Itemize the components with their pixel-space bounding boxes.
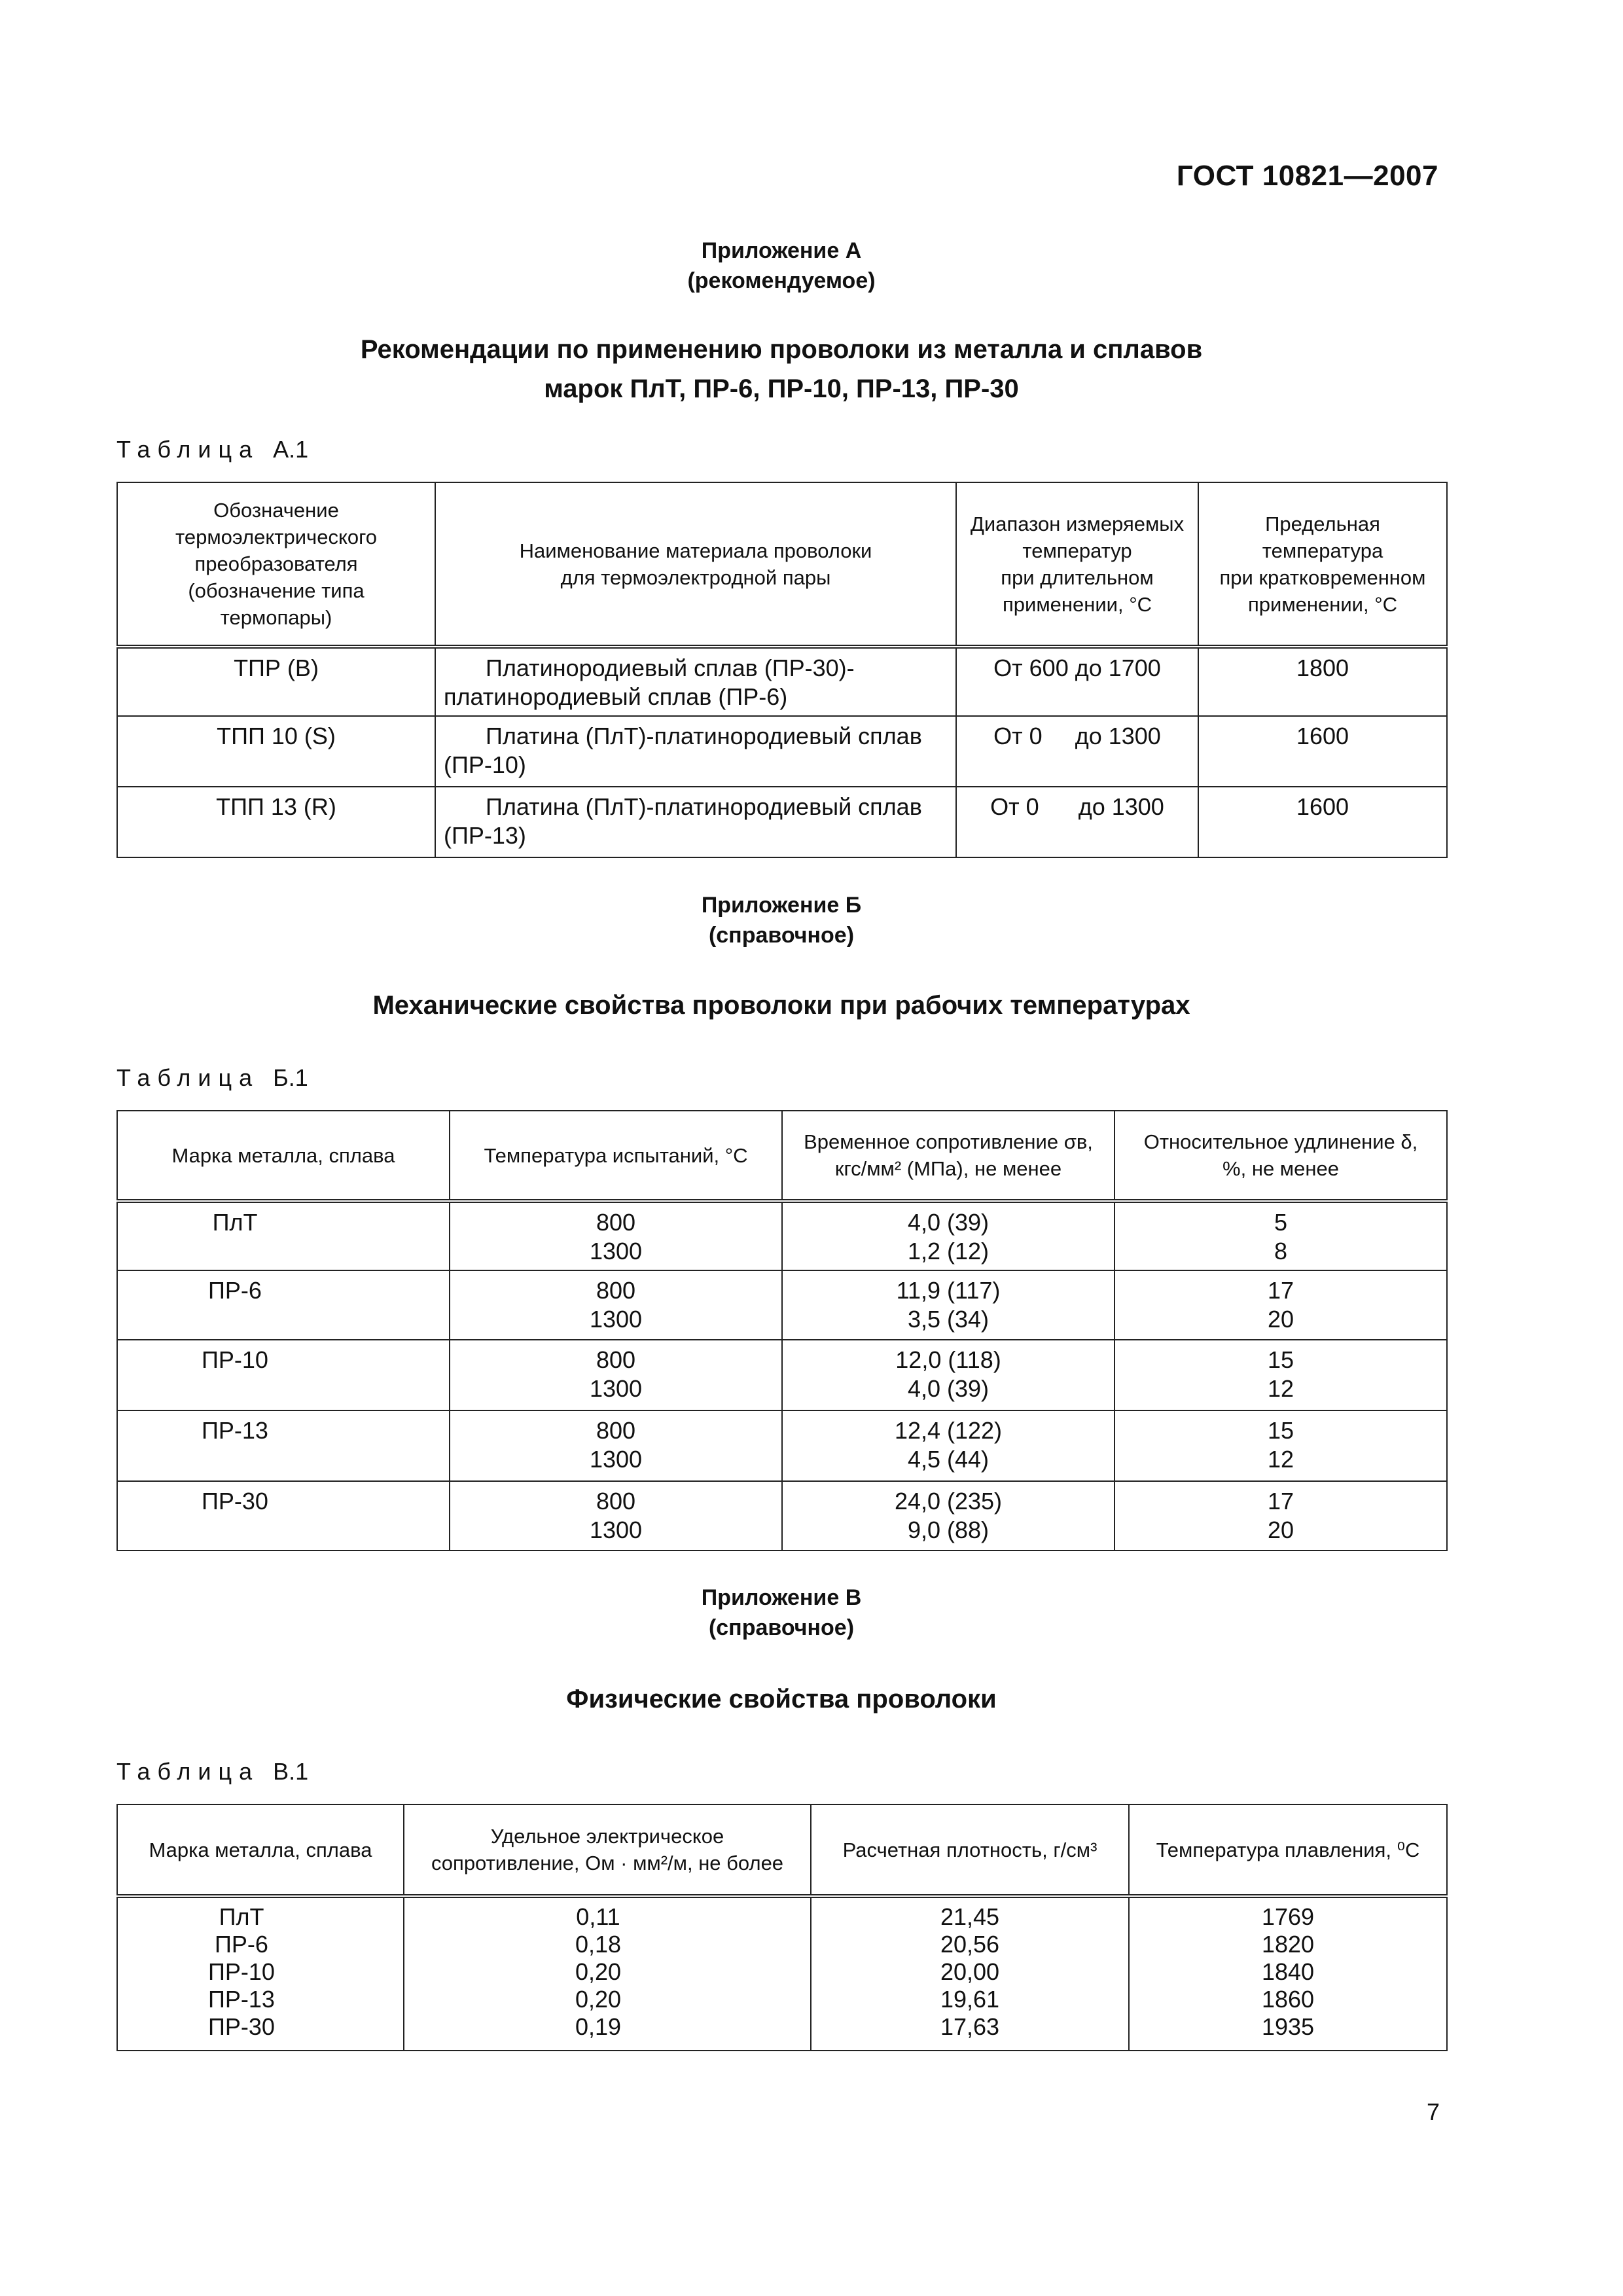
- grade-cell: ПлТ ПР-6 ПР-10 ПР-13 ПР-30: [117, 1896, 404, 2051]
- appendix-a-title: Приложение А: [701, 238, 862, 263]
- density-cell: 21,45 20,56 20,00 19,61 17,63: [811, 1896, 1129, 2051]
- grade-cell: ПР-30: [117, 1481, 450, 1551]
- appendix-a-heading-line2: марок ПлТ, ПР-6, ПР-10, ПР-13, ПР-30: [544, 374, 1019, 403]
- temperature-cell: 800 1300: [450, 1410, 782, 1481]
- table-b1-label-word: Таблица: [116, 1064, 260, 1091]
- appendix-a-heading-line1: Рекомендации по применению проволоки из металла и сплавов: [360, 335, 1203, 364]
- melting-cell: 1769 1820 1840 1860 1935: [1129, 1896, 1447, 2051]
- strength-cell: 24,0 (235) 9,0 (88): [782, 1481, 1115, 1551]
- grade-cell: ПР-13: [117, 1410, 450, 1481]
- table-v1-col-melting: Температура плавления, ⁰С: [1129, 1804, 1447, 1896]
- table-row: [117, 1481, 1447, 1551]
- elongation-cell: 17 20: [1115, 1481, 1447, 1551]
- table-row: [117, 1896, 1447, 2051]
- appendix-v-heading: Физические свойства проволоки: [566, 1685, 997, 1713]
- appendix-a-heading: [116, 330, 1446, 408]
- appendix-a-status: (рекомендуемое): [687, 268, 876, 293]
- temperature-cell: 800 1300: [450, 1340, 782, 1410]
- table-row: [117, 1340, 1447, 1410]
- temperature-cell: 800 1300: [450, 1270, 782, 1340]
- table-v1-col-resistivity: Удельное электрическое сопротивление, Ом · мм²/м, не более: [404, 1804, 811, 1896]
- table-b1-label: [116, 1064, 308, 1092]
- table-row: [117, 1201, 1447, 1270]
- appendix-v-title: Приложение В: [701, 1585, 862, 1610]
- limit-cell: 1800: [1198, 647, 1447, 716]
- table-a1-col-designation: Обозначение термоэлектрического преобразователя (обозначение типа термопары): [117, 482, 435, 647]
- table-row: [117, 647, 1447, 716]
- standard-number: ГОСТ 10821—2007: [1176, 160, 1438, 192]
- table-b1-col-temperature: Температура испытаний, °С: [450, 1111, 782, 1201]
- strength-cell: 4,0 (39) 1,2 (12): [782, 1201, 1115, 1270]
- page-number: 7: [1427, 2098, 1440, 2125]
- table-row: [117, 1410, 1447, 1481]
- table-b1-col-elongation: Относительное удлинение δ, %, не менее: [1115, 1111, 1447, 1201]
- appendix-b-title-block: [116, 890, 1446, 950]
- range-cell: От 0 до 1300: [956, 716, 1198, 787]
- table-a1-col-material: Наименование материала проволоки для термоэлектродной пары: [435, 482, 956, 647]
- table-b1-col-strength: Временное сопротивление σв, кгс/мм² (МПа), не менее: [782, 1111, 1115, 1201]
- designation-cell: ТПП 13 (R): [117, 787, 435, 857]
- table-a1-number: А.1: [273, 436, 309, 463]
- appendix-a-title-block: [116, 236, 1446, 296]
- appendix-b-title: Приложение Б: [701, 893, 862, 918]
- grade-cell: ПР-6: [117, 1270, 450, 1340]
- appendix-v-status: (справочное): [708, 1615, 855, 1640]
- material-cell: Платина (ПлТ)-платинородиевый сплав (ПР-10): [435, 716, 956, 787]
- appendix-b-heading: Механические свойства проволоки при рабочих температурах: [372, 991, 1190, 1020]
- table-v1-label: [116, 1758, 308, 1785]
- temperature-cell: 800 1300: [450, 1481, 782, 1551]
- table-a1-col-limit: Предельная температура при кратковременном применении, °С: [1198, 482, 1447, 647]
- table-row: [117, 1270, 1447, 1340]
- table-a1: [116, 482, 1448, 858]
- table-a1-label-word: Таблица: [116, 436, 260, 463]
- table-a1-col-range: Диапазон измеряемых температур при длительном применении, °С: [956, 482, 1198, 647]
- elongation-cell: 5 8: [1115, 1201, 1447, 1270]
- designation-cell: ТПП 10 (S): [117, 716, 435, 787]
- strength-cell: 12,4 (122) 4,5 (44): [782, 1410, 1115, 1481]
- table-v1: [116, 1804, 1448, 2051]
- limit-cell: 1600: [1198, 787, 1447, 857]
- range-cell: От 600 до 1700: [956, 647, 1198, 716]
- resistivity-cell: 0,11 0,18 0,20 0,20 0,19: [404, 1896, 811, 2051]
- limit-cell: 1600: [1198, 716, 1447, 787]
- table-b1-number: Б.1: [273, 1064, 308, 1091]
- elongation-cell: 17 20: [1115, 1270, 1447, 1340]
- table-v1-col-grade: Марка металла, сплава: [117, 1804, 404, 1896]
- table-a1-label: [116, 436, 308, 463]
- table-v1-col-density: Расчетная плотность, г/см³: [811, 1804, 1129, 1896]
- table-row: [117, 787, 1447, 857]
- strength-cell: 12,0 (118) 4,0 (39): [782, 1340, 1115, 1410]
- elongation-cell: 15 12: [1115, 1340, 1447, 1410]
- appendix-b-status: (справочное): [708, 923, 855, 948]
- range-cell: От 0 до 1300: [956, 787, 1198, 857]
- temperature-cell: 800 1300: [450, 1201, 782, 1270]
- grade-cell: ПлТ: [117, 1201, 450, 1270]
- strength-cell: 11,9 (117) 3,5 (34): [782, 1270, 1115, 1340]
- material-cell: Платинородиевый сплав (ПР-30)-платинородиевый сплав (ПР-6): [435, 647, 956, 716]
- table-b1: [116, 1110, 1448, 1551]
- table-v1-label-word: Таблица: [116, 1758, 260, 1785]
- designation-cell: ТПР (В): [117, 647, 435, 716]
- table-v1-number: В.1: [273, 1758, 309, 1785]
- table-row: [117, 716, 1447, 787]
- appendix-v-title-block: [116, 1583, 1446, 1643]
- table-b1-col-grade: Марка металла, сплава: [117, 1111, 450, 1201]
- elongation-cell: 15 12: [1115, 1410, 1447, 1481]
- material-cell: Платина (ПлТ)-платинородиевый сплав (ПР-13): [435, 787, 956, 857]
- grade-cell: ПР-10: [117, 1340, 450, 1410]
